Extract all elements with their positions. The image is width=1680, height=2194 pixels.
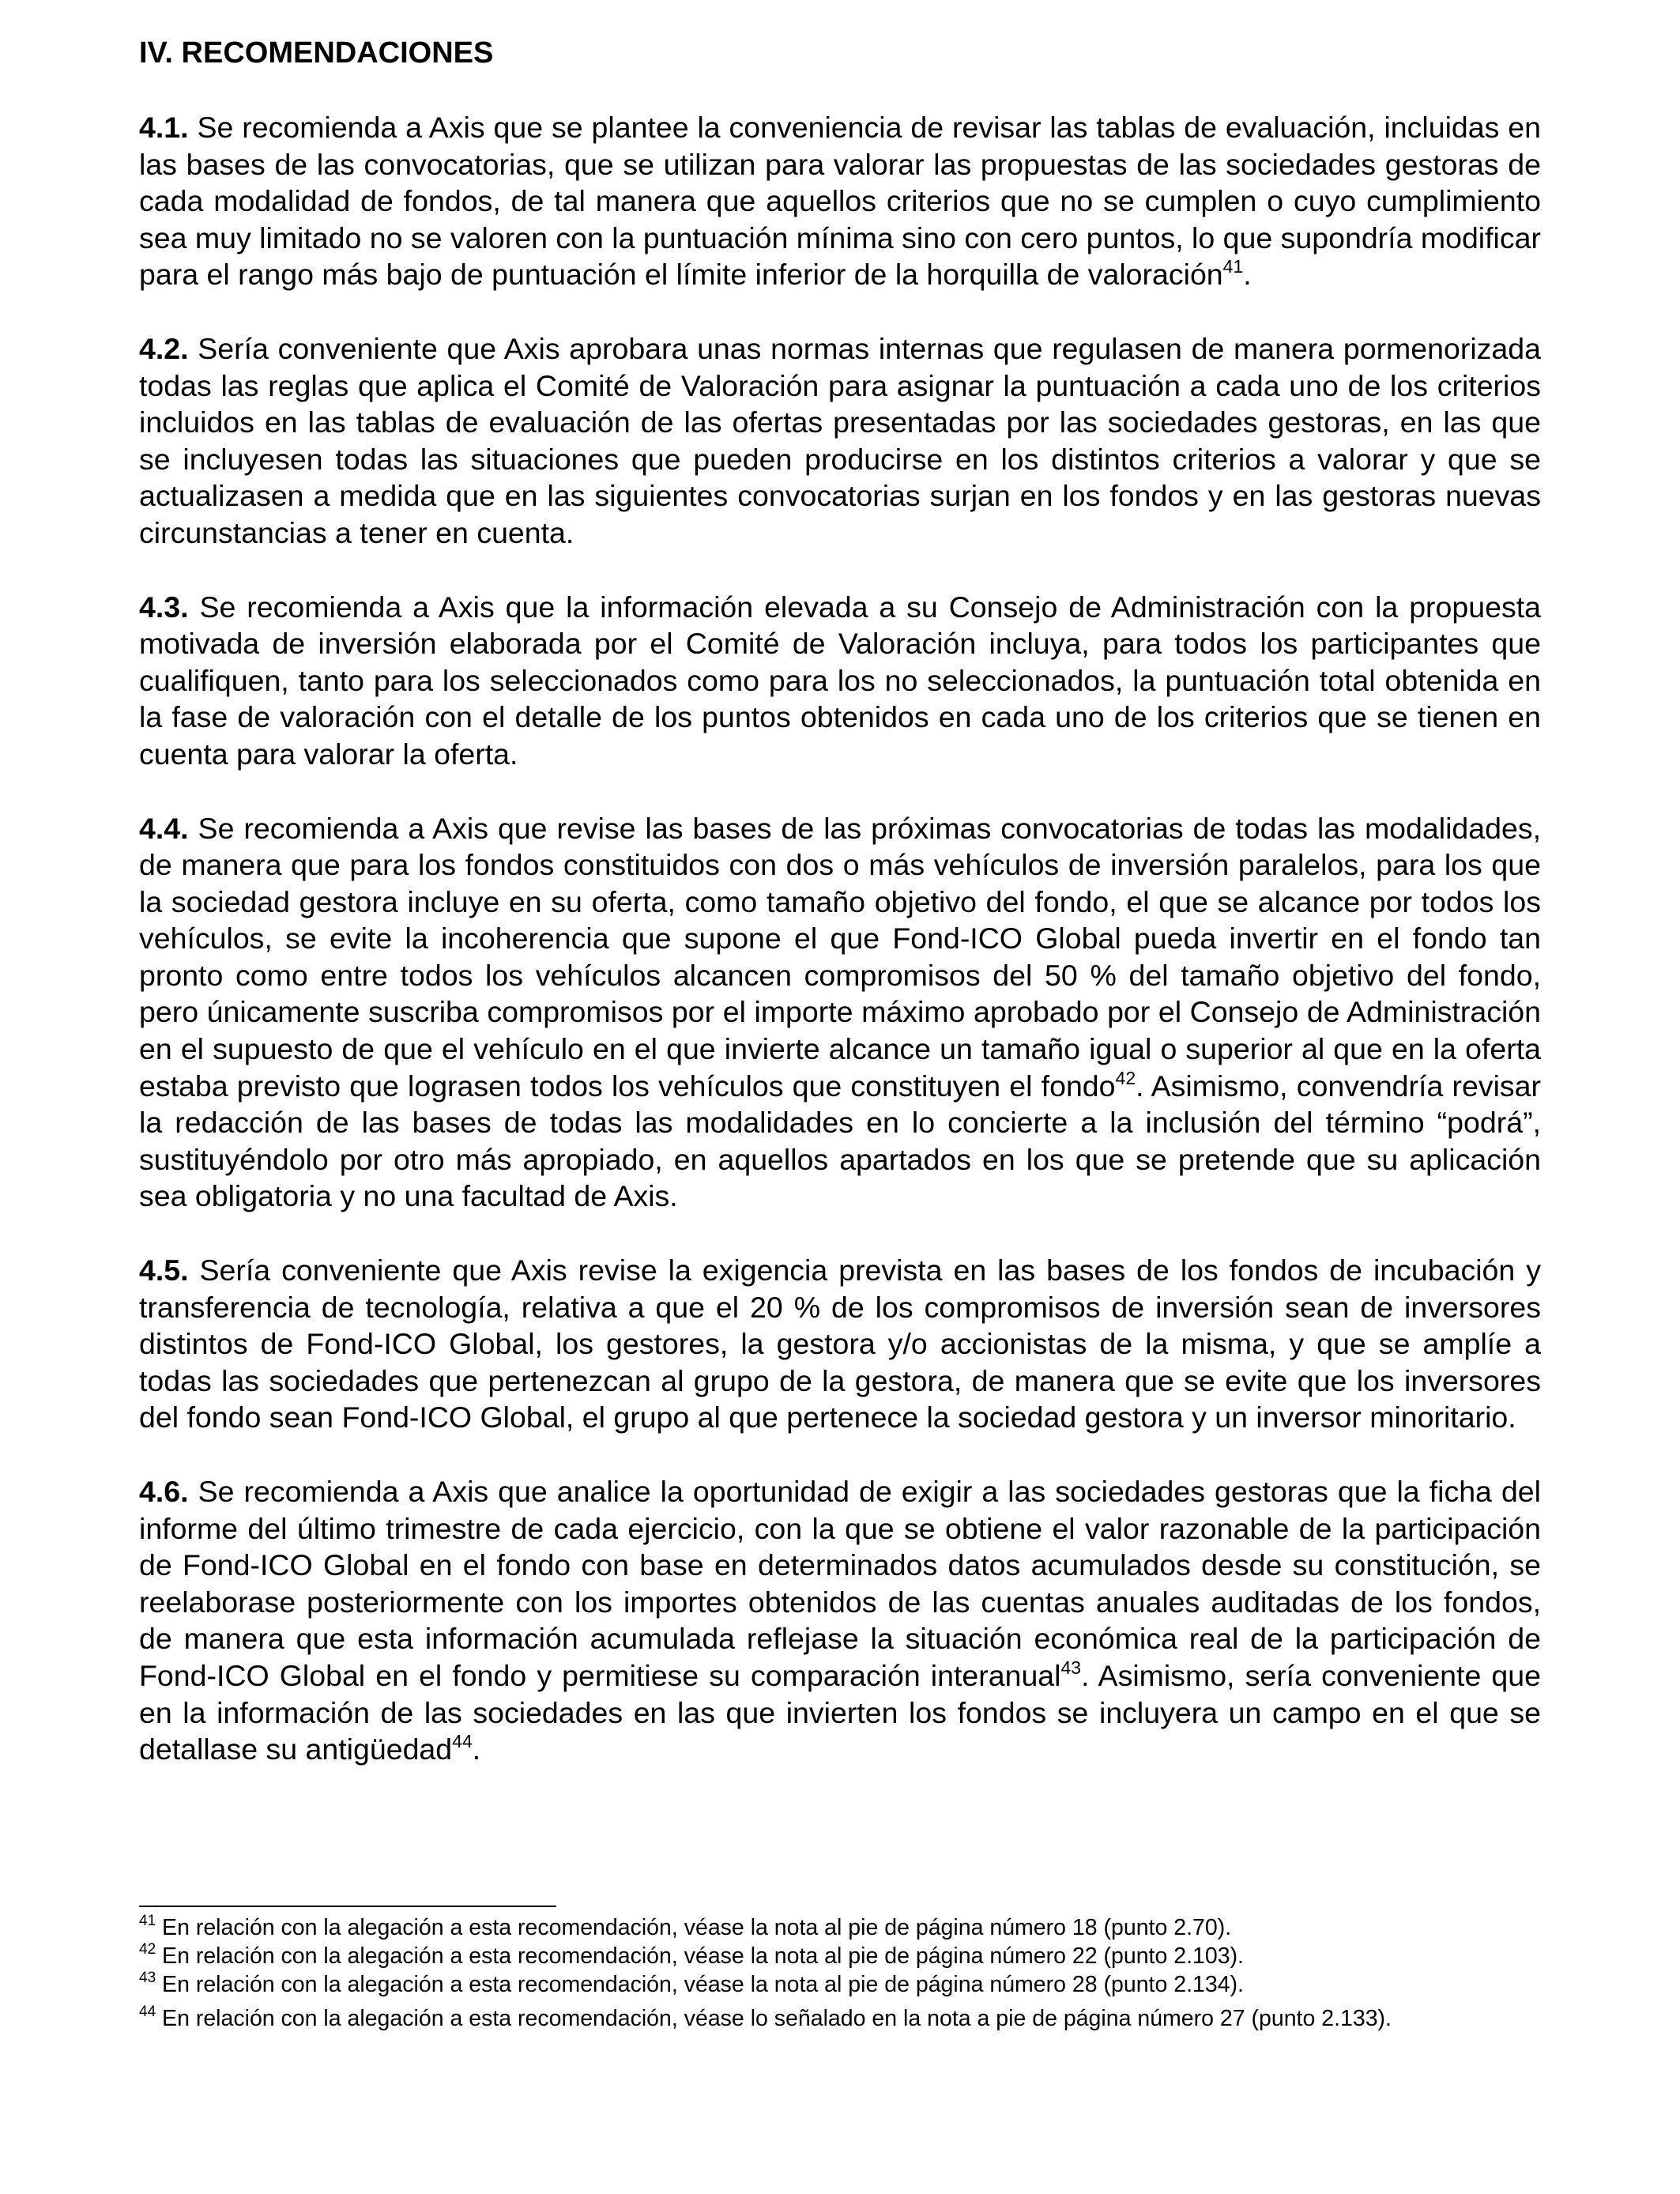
document-page	[139, 35, 1541, 1805]
footnote-number: 42	[139, 1941, 156, 1958]
footnote-separator	[139, 1906, 556, 1907]
recommendation-4-3	[139, 589, 1541, 773]
footnote-42	[139, 1942, 1541, 1970]
recommendation-number: 4.2.	[139, 331, 189, 365]
recommendation-text-end: .	[472, 1732, 481, 1766]
footnote-text: En relación con la alegación a esta recomendación, véase la nota al pie de página número 28 (punto 2.134).	[156, 1972, 1244, 1997]
recommendation-text: Se recomienda a Axis que revise las bases de las próximas convocatorias de todas las modalidades, de manera que para los fondos constituidos con dos o más vehículos de inversión paralelos, para los que la sociedad gestora incluye en su oferta, como tamaño objetivo del fondo, el que se alcance por todos los vehículos, se evite la incoherencia que supone el que Fond-ICO Global pueda invertir en el fondo tan pronto como entre todos los vehículos alcancen compromisos del 50 % del tamaño objetivo del fondo, pero únicamente suscriba compromisos por el importe máximo aprobado por el Consejo de Administración en el supuesto de que el vehículo en el que invierte alcance un tamaño igual o superior al que en la oferta estaba previsto que lograsen todos los vehículos que constituyen el fondo	[139, 811, 1541, 1103]
recommendation-text: Sería conveniente que Axis revise la exigencia prevista en las bases de los fondos de incubación y transferencia de tecnología, relativa a que el 20 % de los compromisos de inversión sean de inversores distintos de Fond-ICO Global, los gestores, la gestora y/o accionistas de la misma, y que se amplíe a todas las sociedades que pertenezcan al grupo de la gestora, de manera que se evite que los inversores del fondo sean Fond-ICO Global, el grupo al que pertenece la sociedad gestora y un inversor minoritario.	[139, 1253, 1541, 1434]
recommendation-number: 4.4.	[139, 811, 189, 845]
recommendation-4-1	[139, 109, 1541, 293]
recommendation-text: Sería conveniente que Axis aprobara unas normas internas que regulasen de manera pormenorizada todas las reglas que aplica el Comité de Valoración para asignar la puntuación a cada uno de los criterios incluidos en las tablas de evaluación de las ofertas presentadas por las sociedades gestoras, en las que se incluyesen todas las situaciones que pueden producirse en los distintos criterios a valorar y que se actualizasen a medida que en las siguientes convocatorias surjan en los fondos y en las gestoras nuevas circunstancias a tener en cuenta.	[139, 331, 1541, 549]
recommendation-number: 4.3.	[139, 590, 189, 624]
recommendation-text: Se recomienda a Axis que la información elevada a su Consejo de Administración con la propuesta motivada de inversión elaborada por el Comité de Valoración incluya, para todos los participantes que cualifiquen, tanto para los seleccionados como para los no seleccionados, la puntuación total obtenida en la fase de valoración con el detalle de los puntos obtenidos en cada uno de los criterios que se tienen en cuenta para valorar la oferta.	[139, 590, 1541, 771]
recommendation-number: 4.1.	[139, 111, 189, 144]
footnote-text: En relación con la alegación a esta recomendación, véase la nota al pie de página número 18 (punto 2.70).	[156, 1915, 1232, 1940]
footnote-number: 43	[139, 1970, 156, 1986]
footnote-text: En relación con la alegación a esta recomendación, véase lo señalado en la nota a pie de página número 27 (punto 2.133).	[156, 2006, 1392, 2031]
recommendation-text: Se recomienda a Axis que se plantee la conveniencia de revisar las tablas de evaluación, incluidas en las bases de las convocatorias, que se utilizan para valorar las propuestas de las sociedades gestoras de cada modalidad de fondos, de tal manera que aquellos criterios que no se cumplen o cuyo cumplimiento sea muy limitado no se valoren con la puntuación mínima sino con cero puntos, lo que supondría modificar para el rango más bajo de puntuación el límite inferior de la horquilla de valoración	[139, 111, 1541, 292]
recommendation-4-6	[139, 1473, 1541, 1768]
recommendation-text-end: .	[1243, 258, 1252, 292]
footnote-ref[interactable]: 43	[1060, 1657, 1082, 1678]
footnote-41	[139, 1913, 1541, 1942]
section-heading: IV. RECOMENDACIONES	[139, 36, 494, 70]
footnote-number: 41	[139, 1913, 156, 1929]
recommendation-text-middle: . Asimismo, sería conveniente que en la información de las sociedades en las que invierten los fondos se incluyera un campo en el que se detallase su antigüedad	[139, 1658, 1541, 1766]
recommendation-number: 4.6.	[139, 1475, 189, 1508]
footnote-44	[139, 2004, 1541, 2033]
recommendation-4-2	[139, 330, 1541, 552]
footnote-ref[interactable]: 41	[1222, 256, 1244, 277]
recommendation-number: 4.5.	[139, 1253, 189, 1287]
footnote-text: En relación con la alegación a esta recomendación, véase la nota al pie de página número 22 (punto 2.103).	[156, 1943, 1244, 1969]
footnote-ref[interactable]: 42	[1115, 1067, 1136, 1088]
footnote-ref[interactable]: 44	[452, 1731, 473, 1752]
recommendation-text-end: . Asimismo, convendría revisar la redacción de las bases de todas las modalidades en lo concierte a la inclusión del término “podrá”, sustituyéndolo por otro más apropiado, en aquellos apartados en los que se pretende que su aplicación sea obligatoria y no una facultad de Axis.	[139, 1069, 1542, 1213]
footnote-number: 44	[139, 2004, 156, 2020]
recommendation-text: Se recomienda a Axis que analice la oportunidad de exigir a las sociedades gestoras que la ficha del informe del último trimestre de cada ejercicio, con la que se obtiene el valor razonable de la participación de Fond-ICO Global en el fondo con base en determinados datos acumulados desde su constitución, se reelaborase posteriormente con los importes obtenidos de las cuentas anuales auditadas de los fondos, de manera que esta información acumulada reflejase la situación económica real de la participación de Fond-ICO Global en el fondo y permitiese su comparación interanual	[139, 1475, 1541, 1692]
footnotes	[139, 1913, 1541, 2033]
recommendation-4-4	[139, 810, 1541, 1216]
footnote-43	[139, 1970, 1541, 1999]
recommendation-4-5	[139, 1252, 1541, 1436]
